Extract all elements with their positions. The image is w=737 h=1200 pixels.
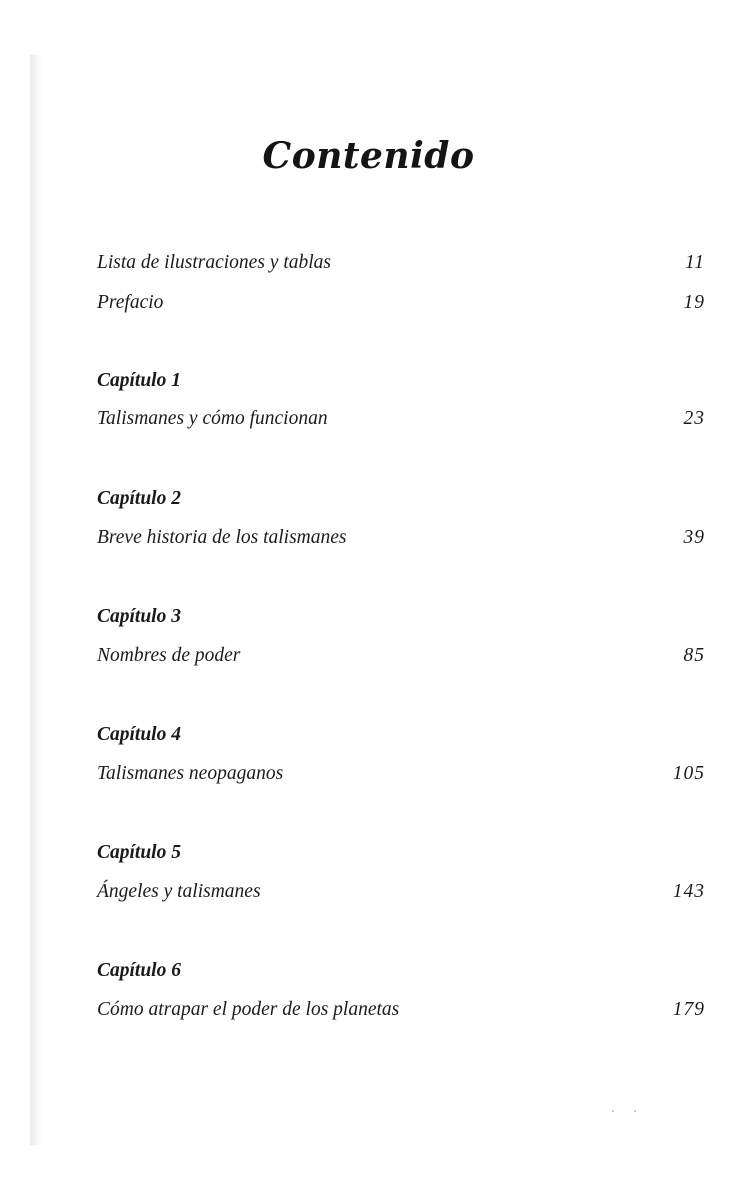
page-gutter-shadow xyxy=(30,55,42,1145)
toc-entry-label: Nombres de poder xyxy=(97,645,241,666)
toc-entry-page-number: 143 xyxy=(672,881,705,902)
toc-entry-page-number: 11 xyxy=(684,252,705,273)
toc-entry-label: Cómo atrapar el poder de los planetas xyxy=(97,999,400,1020)
toc-entry-page-number: 39 xyxy=(683,527,705,548)
chapter-heading-2: Capítulo 2 xyxy=(97,488,181,509)
chapter-heading-1: Capítulo 1 xyxy=(97,370,181,391)
chapter-heading-5: Capítulo 5 xyxy=(97,842,181,863)
page-title: Contenido xyxy=(262,135,475,177)
toc-entry-label: Breve historia de los talismanes xyxy=(97,527,347,548)
paper-specks xyxy=(612,1110,642,1114)
toc-entry-label: Talismanes y cómo funcionan xyxy=(97,408,328,429)
chapter-heading-6: Capítulo 6 xyxy=(97,960,181,981)
toc-entry-page-number: 23 xyxy=(683,408,705,429)
toc-entry-label: Talismanes neopaganos xyxy=(97,763,284,784)
toc-entry-page-number: 85 xyxy=(683,645,705,666)
toc-entry-label: Prefacio xyxy=(97,292,164,313)
chapter-heading-3: Capítulo 3 xyxy=(97,606,181,627)
toc-entry-page-number: 105 xyxy=(672,763,705,784)
toc-entry-label: Lista de ilustraciones y tablas xyxy=(97,252,331,273)
toc-entry-label: Ángeles y talismanes xyxy=(97,881,261,902)
toc-entry-page-number: 19 xyxy=(683,292,705,313)
toc-entry-page-number: 179 xyxy=(672,999,705,1020)
chapter-heading-4: Capítulo 4 xyxy=(97,724,181,745)
